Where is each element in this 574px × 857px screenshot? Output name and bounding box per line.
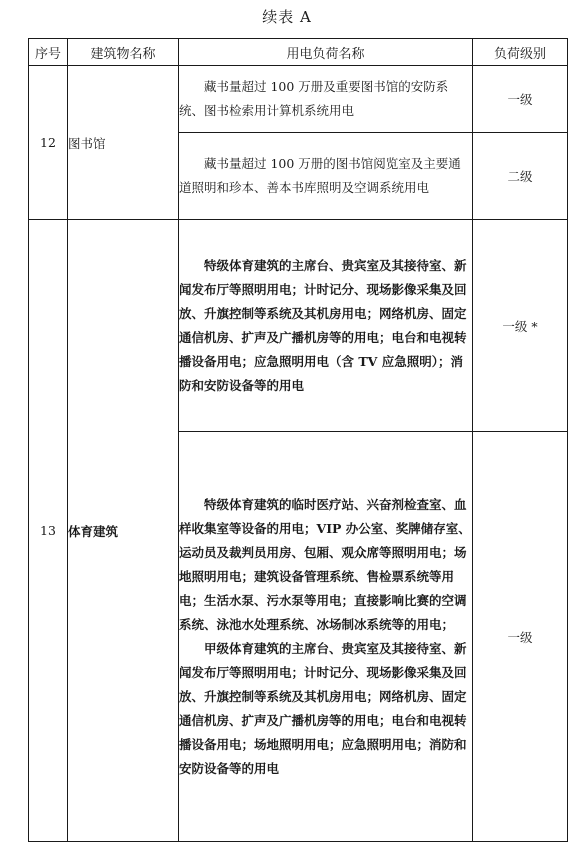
- header-building-name: 建筑物名称: [68, 39, 179, 66]
- row-serial-number: 13: [29, 220, 68, 842]
- header-load-name: 用电负荷名称: [179, 39, 473, 66]
- table-row: [29, 220, 568, 432]
- row-building-name: 图书馆: [68, 66, 179, 220]
- row-serial-number: 12: [29, 66, 68, 220]
- header-load-level: 负荷级别: [473, 39, 568, 66]
- table-title: 续表 A: [262, 8, 312, 26]
- row-building-name: 体育建筑: [68, 220, 179, 842]
- load-description: [179, 220, 473, 432]
- load-paragraph: 特级体育建筑的主席台、贵宾室及其接待室、新闻发布厅等照明用电；计时记分、现场影像采集及回放、升旗控制等系统及其机房用电；网络机房、固定通信机房、扩声及广播机房等的用电；电台和电视转播设备用电；应急照明用电（含 TV 应急照明）；消防和安防设备等的用电: [179, 257, 467, 393]
- load-description: [179, 133, 473, 220]
- load-level: 一级 *: [473, 220, 568, 432]
- load-paragraph: 特级体育建筑的临时医疗站、兴奋剂检查室、血样收集室等设备的用电；VIP 办公室、奖牌储存室、运动员及裁判员用房、包厢、观众席等照明用电；场地照明用电；建筑设备管理系统、售检票系统等用电；生活水泵、污水泵等用电；直接影响比赛的空调系统、泳池水处理系统、冰场制冰系统等的用电；: [179, 496, 471, 632]
- load-paragraph: 藏书量超过 100 万册的图书馆阅览室及主要通道照明和珍本、善本书库照明及空调系统用电: [179, 156, 461, 195]
- load-level: 二级: [473, 133, 568, 220]
- header-serial-number: 序号: [29, 39, 68, 66]
- load-level: 一级: [473, 432, 568, 842]
- load-paragraph: 藏书量超过 100 万册及重要图书馆的安防系统、图书检索用计算机系统用电: [179, 79, 449, 118]
- load-description: [179, 66, 473, 133]
- load-description: [179, 432, 473, 842]
- table-header-row: [29, 39, 568, 66]
- load-level: 一级: [473, 66, 568, 133]
- table-row: [29, 66, 568, 133]
- load-paragraph: 甲级体育建筑的主席台、贵宾室及其接待室、新闻发布厅等照明用电；计时记分、现场影像采集及回放、升旗控制等系统及其机房用电；网络机房、固定通信机房、扩声及广播机房等的用电；电台和电视转播设备用电；场地照明用电；应急照明用电；消防和安防设备等的用电: [179, 640, 467, 776]
- load-classification-table: [28, 38, 568, 842]
